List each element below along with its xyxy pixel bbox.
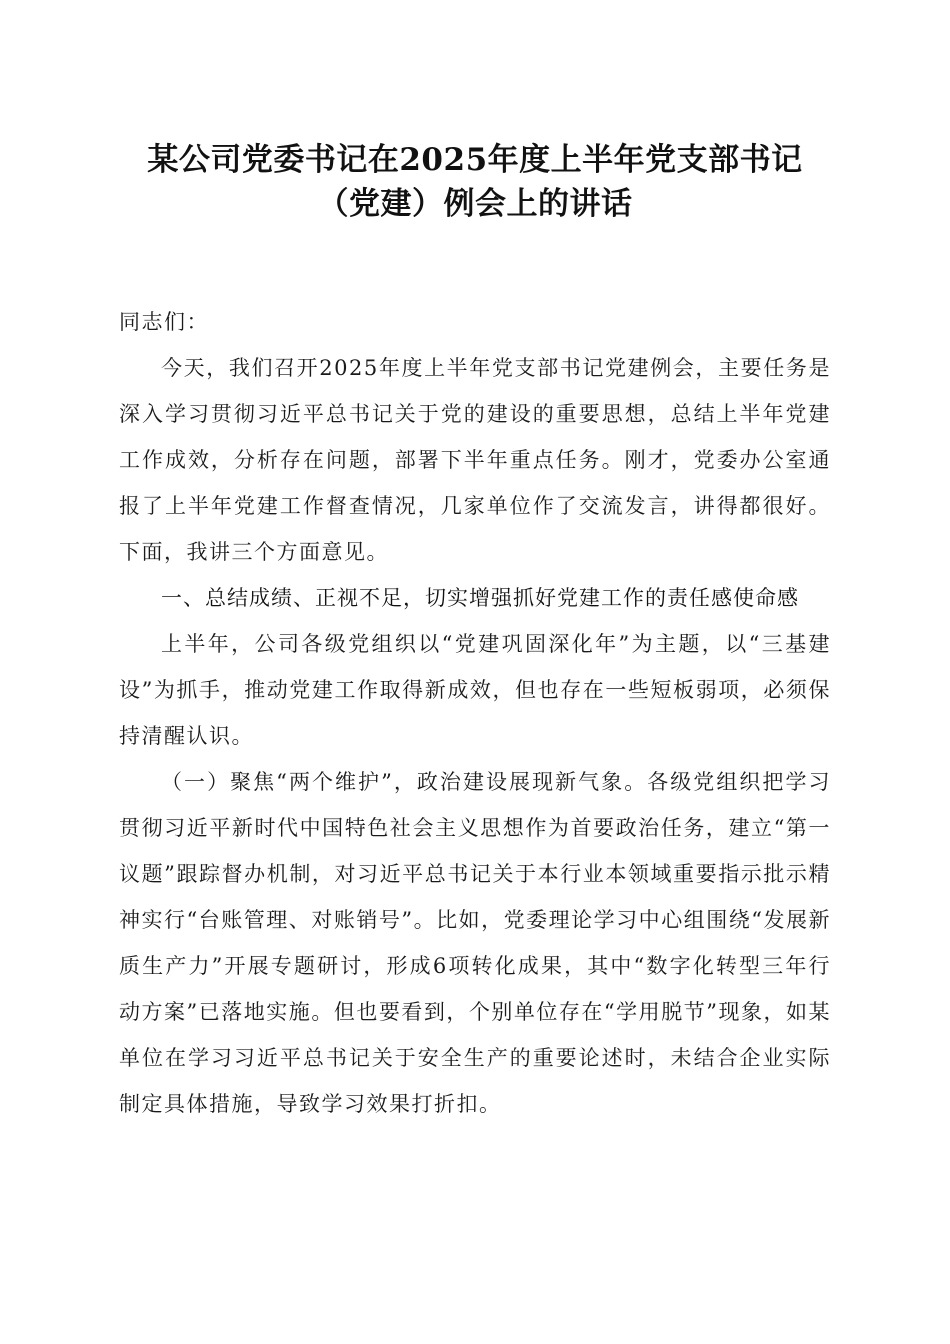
- section-1-intro-paragraph: 上半年，公司各级党组织以“党建巩固深化年”为主题，以“三基建设”为抓手，推动党建工作取得新成效，但也存在一些短板弱项，必须保持清醒认识。: [119, 632, 831, 748]
- opening-paragraph: 今天，我们召开2025年度上半年党支部书记党建例会，主要任务是深入学习贯彻习近平总书记关于党的建设的重要思想，总结上半年党建工作成效，分析存在问题，部署下半年重点任务。刚才，党委办公室通报了上半年党建工作督查情况，几家单位作了交流发言，讲得都很好。下面，我讲三个方面意见。: [119, 356, 831, 564]
- document-body: [119, 138, 831, 1127]
- section-1-item-1-paragraph: （一）聚焦“两个维护”，政治建设展现新气象。各级党组织把学习贯彻习近平新时代中国特色社会主义思想作为首要政治任务，建立“第一议题”跟踪督办机制，对习近平总书记关于本行业本领域重要指示批示精神实行“台账管理、对账销号”。比如，党委理论学习中心组围绕“发展新质生产力”开展专题研讨，形成6项转化成果，其中“数字化转型三年行动方案”已落地实施。但也要看到，个别单位存在“学用脱节”现象，如某单位在学习习近平总书记关于安全生产的重要论述时，未结合企业实际制定具体措施，导致学习效果打折扣。: [119, 770, 831, 1116]
- section-heading-1: 一、总结成绩、正视不足，切实增强抓好党建工作的责任感使命感: [161, 586, 799, 610]
- salutation: 同志们：: [119, 310, 209, 334]
- document-title: 某公司党委书记在2025年度上半年党支部书记（党建）例会上的讲话: [147, 142, 803, 222]
